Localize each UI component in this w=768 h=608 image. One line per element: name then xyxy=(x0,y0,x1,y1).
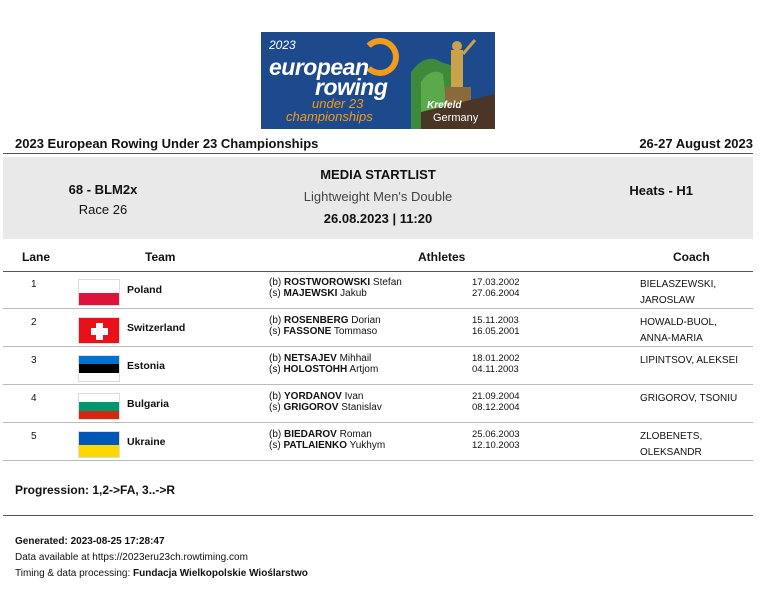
country-name: Ukraine xyxy=(127,436,166,448)
athlete: (s) FASSONE Tommaso xyxy=(269,326,378,337)
divider xyxy=(3,515,753,516)
switzerland-flag-icon xyxy=(78,317,120,344)
logo-line1: european xyxy=(269,54,369,80)
race-id-block xyxy=(3,182,203,217)
lane-number: 1 xyxy=(31,279,37,290)
birth-date: 12.10.2003 xyxy=(472,440,520,451)
ukraine-flag-icon xyxy=(78,431,120,458)
data-source: Data available at https://2023eru23ch.rowtiming.com xyxy=(15,552,248,563)
table-row xyxy=(3,272,753,309)
coach-name: GRIGOROV, TSONIU xyxy=(640,393,738,404)
athletes-list xyxy=(269,277,402,299)
race-datetime: 26.08.2023 | 11:20 xyxy=(323,211,433,226)
event-logo xyxy=(261,32,495,129)
poland-flag-icon xyxy=(78,279,120,306)
bulgaria-flag-icon xyxy=(78,393,120,420)
birth-date: 27.06.2004 xyxy=(472,288,520,299)
logo-line2: rowing xyxy=(315,74,388,100)
birth-date: 16.05.2001 xyxy=(472,326,520,337)
athlete: (s) MAJEWSKI Jakub xyxy=(269,288,367,299)
birth-date: 08.12.2004 xyxy=(472,402,520,413)
lane-number: 4 xyxy=(31,393,37,404)
table-header xyxy=(3,244,753,271)
coach-name: ZLOBENETS, OLEKSANDR xyxy=(640,431,703,458)
athlete: (b) NETSAJEV Mihhail xyxy=(269,353,372,364)
birth-dates xyxy=(472,429,520,451)
estonia-flag-icon xyxy=(78,355,120,382)
lane-number: 3 xyxy=(31,355,37,366)
athletes-list xyxy=(269,315,381,337)
lane-number: 2 xyxy=(31,317,37,328)
lane-number: 5 xyxy=(31,431,37,442)
coach-name: LIPINTSOV, ALEKSEI xyxy=(640,355,739,366)
athlete: (b) ROSENBERG Dorian xyxy=(269,315,381,326)
footer xyxy=(15,534,308,582)
birth-dates xyxy=(472,277,520,299)
generated-timestamp: Generated: 2023-08-25 17:28:47 xyxy=(15,536,165,547)
table-row xyxy=(3,310,753,347)
col-athletes: Athletes xyxy=(418,250,466,264)
timing-credit: Timing & data processing: Fundacja Wielkopolskie Wioślarstwo xyxy=(15,568,308,579)
country-name: Switzerland xyxy=(127,322,186,334)
race-code: 68 - BLM2x xyxy=(68,182,138,197)
athlete: (s) HOLOSTOHH Artjom xyxy=(269,364,379,375)
document-type: MEDIA STARTLIST xyxy=(320,167,436,182)
athlete: (s) GRIGOROV Stanislav xyxy=(269,402,382,413)
progression-rule: Progression: 1,2->FA, 3..->R xyxy=(15,483,176,497)
table-row xyxy=(3,348,753,385)
event-title: 2023 European Rowing Under 23 Championships xyxy=(15,135,319,151)
logo-line3: under 23 xyxy=(312,96,364,111)
event-name: Lightweight Men's Double xyxy=(303,189,453,204)
country-name: Poland xyxy=(127,284,163,296)
race-header-band xyxy=(3,157,753,239)
birth-dates xyxy=(472,315,520,337)
divider xyxy=(3,153,753,154)
athlete: (s) PATLAIENKO Yukhym xyxy=(269,440,386,451)
country-name: Bulgaria xyxy=(127,398,170,410)
birth-date: 17.03.2002 xyxy=(472,277,520,288)
athlete: (b) YORDANOV Ivan xyxy=(269,391,364,402)
logo-year: 2023 xyxy=(269,38,296,52)
coach-name: BIELASZEWSKI, JAROSLAW xyxy=(640,279,717,306)
col-coach: Coach xyxy=(673,250,710,264)
birth-date: 15.11.2003 xyxy=(472,315,519,326)
country-name: Estonia xyxy=(127,360,165,372)
birth-date: 04.11.2003 xyxy=(472,364,519,375)
race-phase: Heats - H1 xyxy=(629,183,693,198)
athlete: (b) ROSTWOROWSKI Stefan xyxy=(269,277,402,288)
birth-dates xyxy=(472,391,520,413)
logo-city: Krefeld xyxy=(427,100,462,111)
table-row xyxy=(3,386,753,423)
race-number: Race 26 xyxy=(78,202,128,217)
birth-date: 21.09.2004 xyxy=(472,391,520,402)
athletes-list xyxy=(269,391,382,413)
table-row xyxy=(3,424,753,461)
logo-line4: championships xyxy=(286,109,373,124)
athlete: (b) BIEDAROV Roman xyxy=(269,429,372,440)
athletes-list xyxy=(269,353,378,375)
event-dates: 26-27 August 2023 xyxy=(639,135,753,151)
col-team: Team xyxy=(145,250,176,264)
title-row xyxy=(15,133,753,153)
logo-country: Germany xyxy=(433,112,479,124)
birth-date: 25.06.2003 xyxy=(472,429,520,440)
athletes-list xyxy=(269,429,385,451)
coach-name: HOWALD-BUOL, ANNA-MARIA xyxy=(640,317,717,344)
birth-date: 18.01.2002 xyxy=(472,353,520,364)
birth-dates xyxy=(472,353,520,375)
col-lane: Lane xyxy=(22,250,51,264)
race-info-block xyxy=(203,167,553,226)
